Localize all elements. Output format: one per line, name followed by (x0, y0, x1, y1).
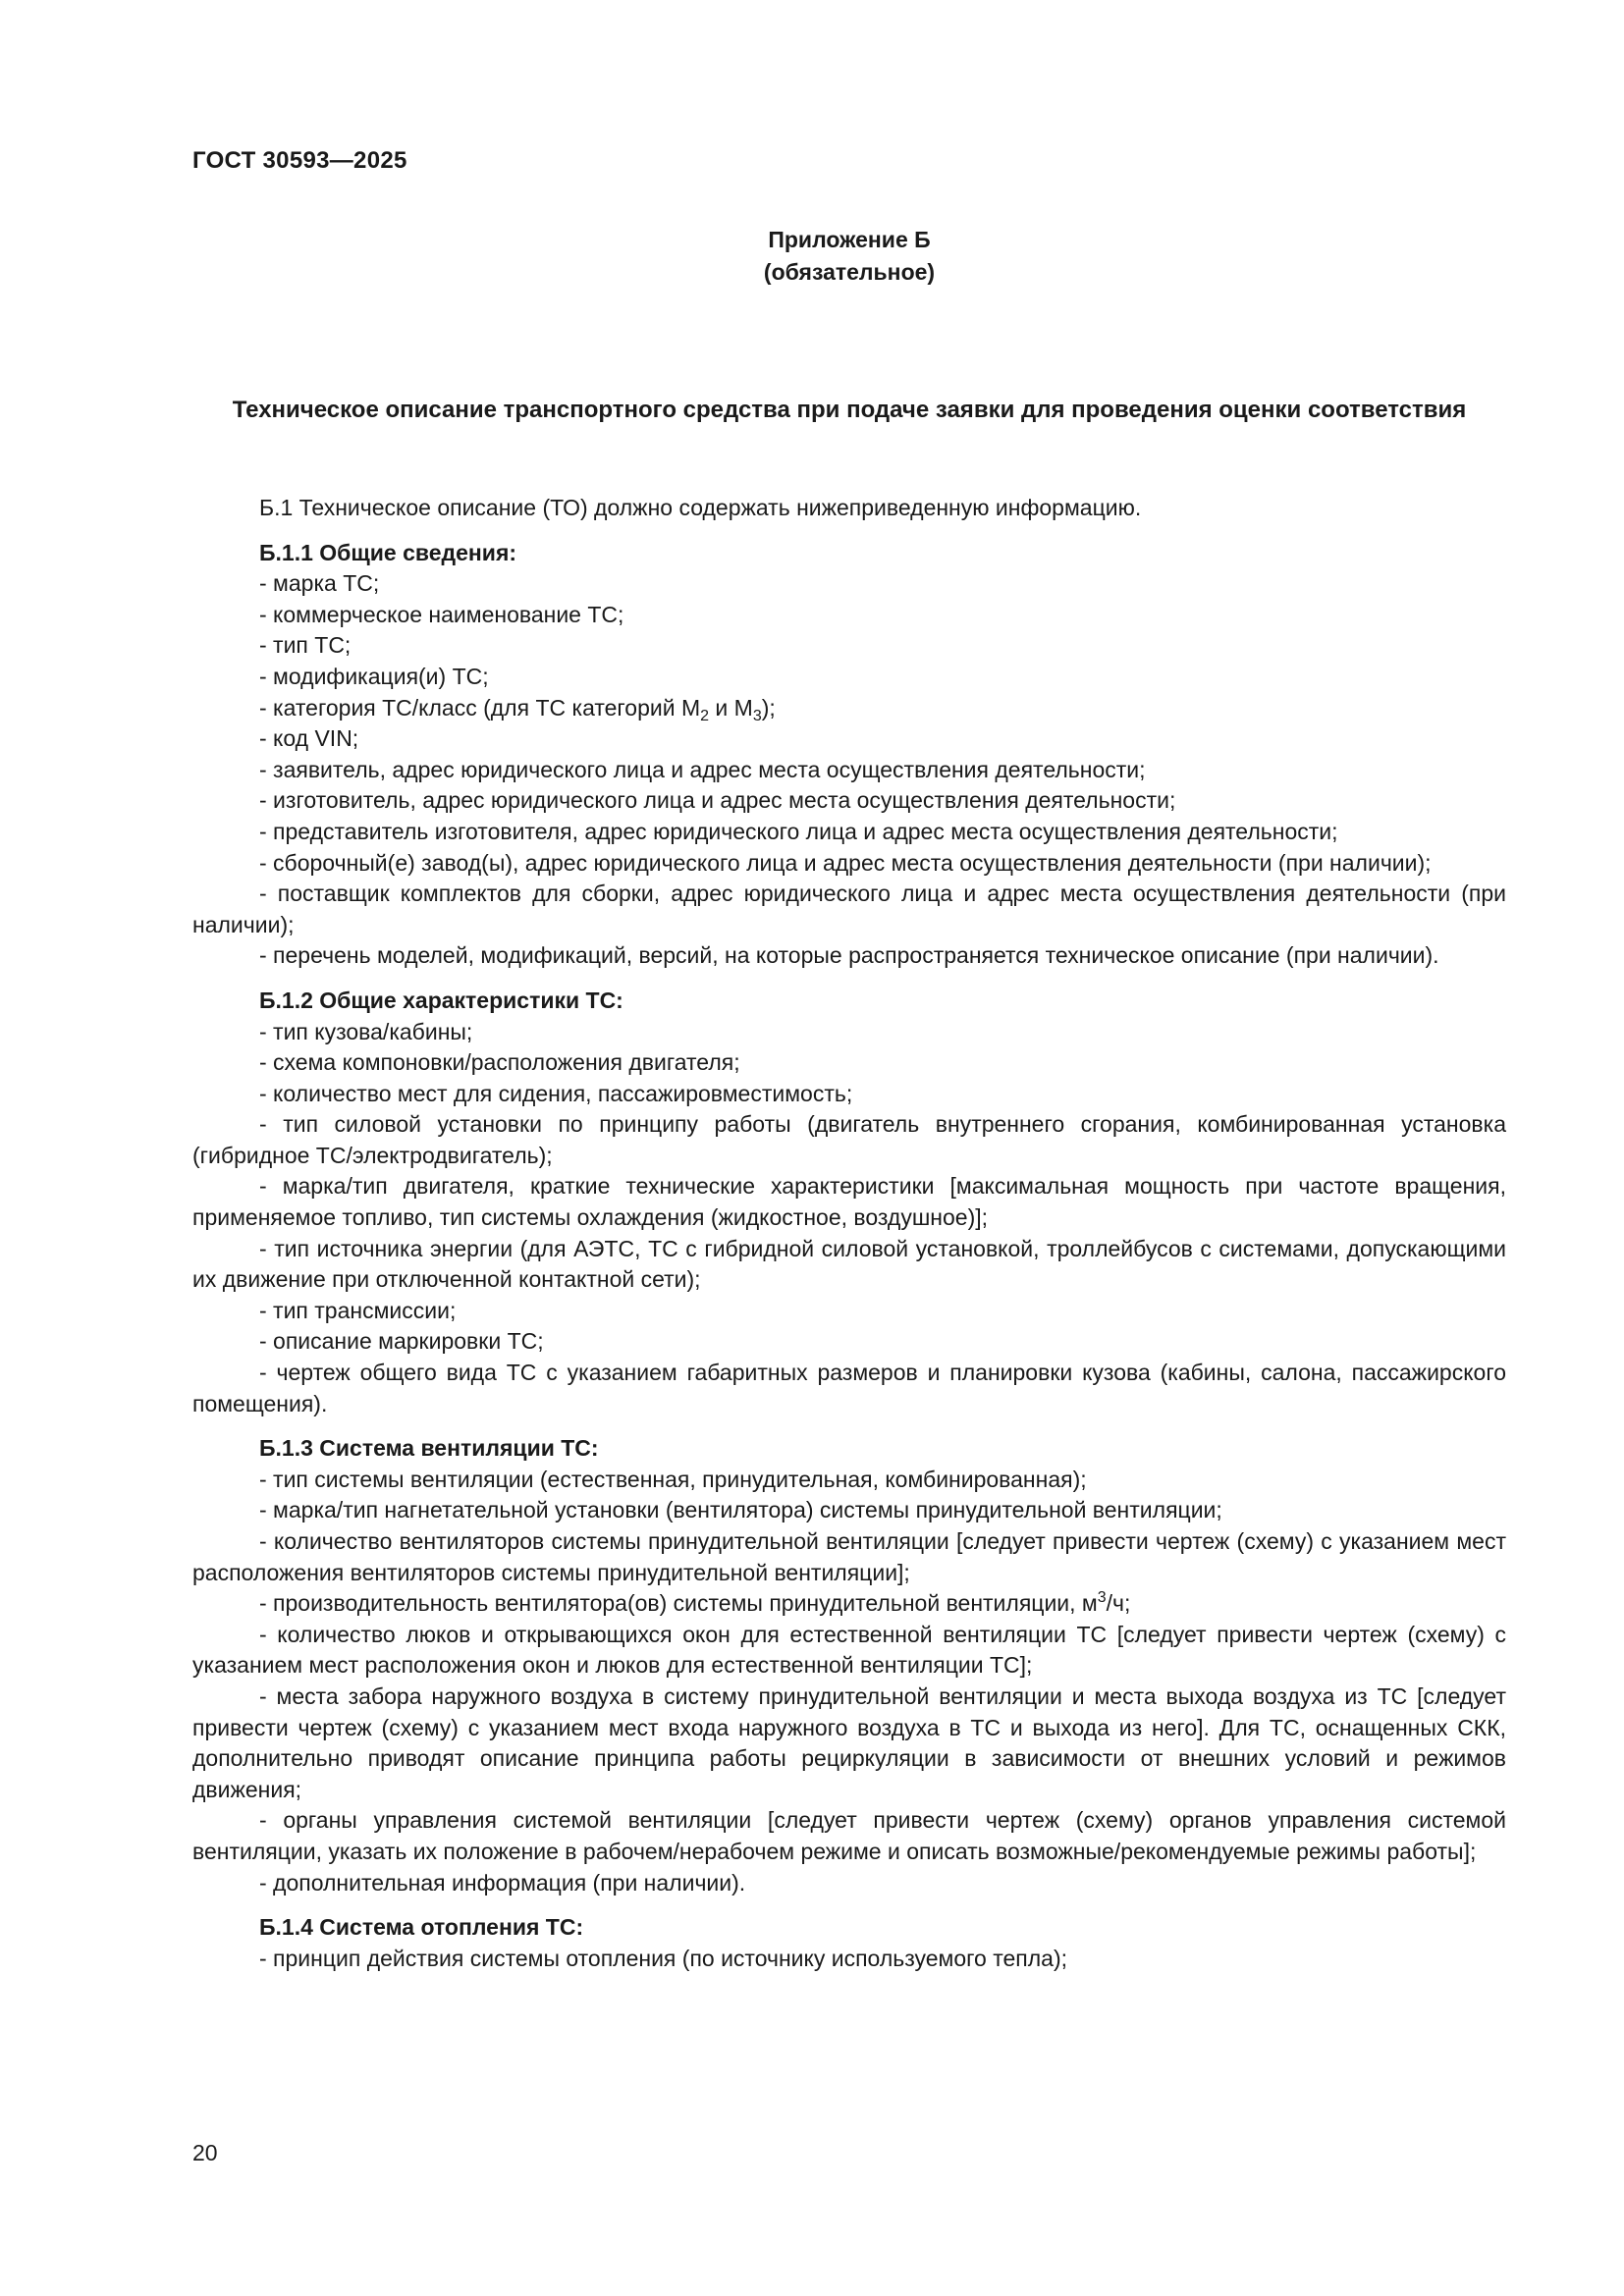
list-item: - органы управления системой вентиляции [следует привести чертеж (схему) органов управления системой вентиляции, указать их положение в рабочем/нерабочем режиме и описать возможные/рекомендуемые режимы работы]; (192, 1807, 1506, 1864)
list-item: - принцип действия системы отопления (по источнику используемого тепла); (259, 1945, 1067, 1971)
page-number: 20 (192, 2140, 218, 2165)
list-item: - коммерческое наименование ТС; (259, 601, 624, 627)
section-heading: Б.1.3 Система вентиляции ТС: (259, 1435, 599, 1462)
list-item: - чертеж общего вида ТС с указанием габаритных размеров и планировки кузова (кабины, салона, пассажирского помещения). (192, 1360, 1506, 1416)
list-item: - категория ТС/класс (для ТС категорий $M_2$ и $M_3$); (259, 694, 776, 724)
appendix-heading (192, 224, 1506, 289)
list-item: - количество люков и открывающихся окон для естественной вентиляции ТС [следует привести чертеж (схему) с указанием мест расположения окон и люков для естественной вентиляции ТС]; (192, 1621, 1506, 1679)
list-item: - заявитель, адрес юридического лица и адрес места осуществления деятельности; (259, 756, 1146, 782)
list-item: - тип системы вентиляции (естественная, принудительная, комбинированная); (259, 1466, 1087, 1492)
section-heading: Б.1.4 Система отопления ТС: (259, 1914, 584, 1941)
list-item: - марка ТС; (259, 570, 380, 597)
list-item: - модификация(и) ТС; (259, 663, 489, 689)
appendix-title: Приложение Б (768, 227, 931, 252)
list-item: - количество мест для сидения, пассажировместимость; (259, 1080, 853, 1106)
list-item: - тип источника энергии (для АЭТС, ТС с гибридной силовой установкой, троллейбусов с системами, допускающими их движение при отключенной контактной сети); (192, 1235, 1506, 1293)
document-title: Техническое описание транспортного средства при подаче заявки для проведения оценки соответствия (232, 397, 1467, 423)
sections-container (192, 538, 1506, 1975)
list-item: - тип ТС; (259, 632, 352, 659)
list-item: - перечень моделей, модификаций, версий, на которые распространяется техническое описание (при наличии). (259, 942, 1439, 969)
list-item: - места забора наружного воздуха в систему принудительной вентиляции и места выхода воздуха из ТС [следует привести чертеж (схему) с указанием мест входа наружного воздуха в ТС и выхода из него]. Для ТС, оснащенных СКК, дополнительно приводят описание принципа работы рециркуляции в зависимости от внешних условий и режимов движения; (192, 1682, 1506, 1802)
list-item: - количество вентиляторов системы принудительной вентиляции [следует привести чертеж (схему) с указанием мест расположения вентиляторов системы принудительной вентиляции]; (192, 1528, 1506, 1585)
list-item: - описание маркировки ТС; (259, 1328, 544, 1355)
list-item: - дополнительная информация (при наличии). (259, 1869, 746, 1896)
intro-paragraph: Б.1 Техническое описание (ТО) должно содержать нижеприведенную информацию. (259, 495, 1142, 520)
list-item: - марка/тип двигателя, краткие технические характеристики [максимальная мощность при частоте вращения, применяемое топливо, тип системы охлаждения (жидкостное, воздушное)]; (192, 1173, 1506, 1231)
list-item: - сборочный(е) завод(ы), адрес юридического лица и адрес места осуществления деятельности (при наличии); (259, 849, 1432, 876)
document-body (192, 493, 1506, 1974)
standard-designation: ГОСТ 30593—2025 (192, 147, 407, 174)
list-item: - поставщик комплектов для сборки, адрес юридического лица и адрес места осуществления деятельности (при наличии); (192, 881, 1506, 937)
list-item: - тип силовой установки по принципу работы (двигатель внутреннего сгорания, комбинированная установка (гибридное ТС/электродвигатель); (192, 1111, 1506, 1168)
appendix-status: (обязательное) (763, 259, 936, 285)
list-item: - код VIN; (259, 725, 359, 752)
section-heading: Б.1.1 Общие сведения: (259, 539, 517, 565)
list-item: - схема компоновки/расположения двигателя; (259, 1049, 740, 1076)
list-item: - изготовитель, адрес юридического лица и адрес места осуществления деятельности; (259, 787, 1176, 814)
list-item: - представитель изготовителя, адрес юридического лица и адрес места осуществления деятельности; (259, 818, 1338, 844)
section-heading: Б.1.2 Общие характеристики ТС: (259, 987, 623, 1013)
list-item: - марка/тип нагнетательной установки (вентилятора) системы принудительной вентиляции; (259, 1497, 1222, 1523)
list-item: - тип трансмиссии; (259, 1297, 457, 1323)
list-item: - производительность вентилятора(ов) системы принудительной вентиляции, $м^3/ч$; (259, 1589, 1131, 1617)
list-item: - тип кузова/кабины; (259, 1018, 473, 1044)
